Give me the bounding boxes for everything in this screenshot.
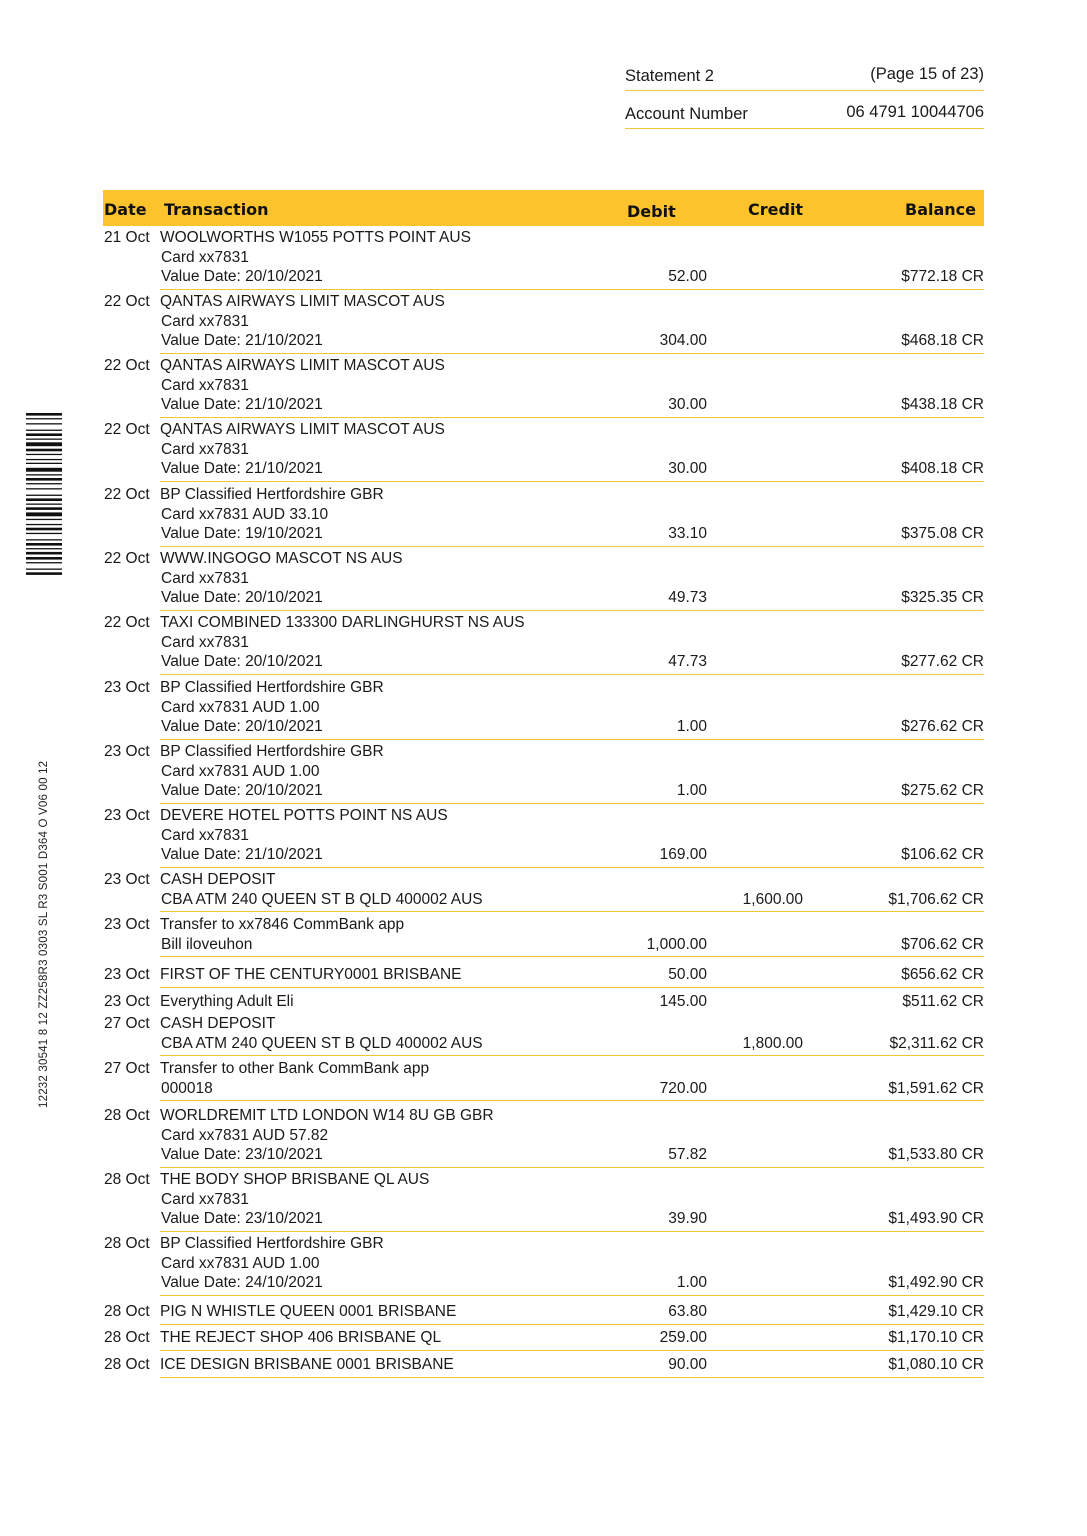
- col-transaction: Transaction: [164, 200, 269, 219]
- transaction-row: [103, 806, 984, 869]
- transaction-row: [103, 742, 984, 805]
- barcode-bar: [26, 557, 62, 560]
- description-line: Transfer to other Bank CommBank app: [160, 1060, 430, 1077]
- barcode-bar: [26, 423, 62, 424]
- balance-amount: $1,493.90 CR: [888, 1210, 984, 1227]
- transaction-description: [160, 870, 680, 909]
- transaction-date: 28 Oct: [104, 1107, 150, 1124]
- transaction-row: [103, 1170, 984, 1233]
- transaction-date: 22 Oct: [104, 614, 150, 631]
- row-divider: [160, 1350, 984, 1351]
- barcode-bar: [26, 442, 62, 446]
- description-line: WORLDREMIT LTD LONDON W14 8U GB GBR: [160, 1107, 494, 1124]
- transaction-row: [103, 992, 984, 1016]
- row-divider: [160, 1324, 984, 1325]
- description-line: QANTAS AIRWAYS LIMIT MASCOT AUS: [160, 357, 445, 374]
- transaction-row: [103, 292, 984, 355]
- barcode-bar: [26, 524, 62, 525]
- row-divider: [160, 481, 984, 482]
- transaction-row: [103, 915, 984, 958]
- description-line: Value Date: 20/10/2021: [161, 268, 323, 285]
- description-line: Transfer to xx7846 CommBank app: [160, 916, 405, 933]
- description-line: FIRST OF THE CENTURY0001 BRISBANE: [160, 966, 462, 983]
- balance-amount: $1,591.62 CR: [888, 1079, 984, 1097]
- transaction-description: [160, 1059, 680, 1098]
- row-divider: [160, 1295, 984, 1296]
- balance-amount: $772.18 CR: [901, 268, 984, 285]
- row-divider: [160, 1377, 984, 1378]
- description-line: Card xx7831: [161, 569, 249, 587]
- row-divider: [160, 739, 984, 740]
- transaction-row: [103, 356, 984, 419]
- barcode-bar: [26, 495, 62, 496]
- debit-amount: 39.90: [668, 1210, 707, 1227]
- barcode-bar: [26, 569, 62, 570]
- description-line: CASH DEPOSIT: [160, 1015, 276, 1032]
- debit-amount: 1.00: [676, 782, 707, 799]
- description-line: Value Date: 23/10/2021: [161, 1146, 323, 1163]
- transaction-description: [160, 228, 680, 287]
- debit-amount: 304.00: [659, 332, 707, 349]
- barcode-bar: [26, 454, 62, 455]
- page-info: (Page 15 of 23): [870, 65, 984, 83]
- barcode-bar: [26, 548, 62, 549]
- description-line: Bill iloveuhon: [161, 935, 253, 953]
- debit-amount: 63.80: [668, 1303, 707, 1320]
- description-line: Value Date: 19/10/2021: [161, 525, 323, 542]
- description-line: Value Date: 24/10/2021: [161, 1274, 323, 1291]
- transaction-date: 28 Oct: [104, 1303, 150, 1320]
- barcode-bar: [26, 463, 62, 464]
- barcode-bar: [26, 552, 62, 555]
- description-line: 000018: [161, 1079, 213, 1097]
- account-label: Account Number: [625, 105, 748, 123]
- description-line: Value Date: 20/10/2021: [161, 718, 323, 735]
- barcode-bar: [26, 459, 62, 460]
- credit-amount: 1,600.00: [742, 890, 803, 908]
- transaction-row: [103, 1328, 984, 1352]
- description-line: BP Classified Hertfordshire GBR: [160, 679, 384, 696]
- row-divider: [160, 1167, 984, 1168]
- transaction-description: [160, 992, 680, 1012]
- balance-amount: $1,170.10 CR: [888, 1329, 984, 1346]
- barcode-bar: [26, 498, 62, 501]
- description-line: Card xx7831: [161, 440, 249, 458]
- transaction-date: 23 Oct: [104, 743, 150, 760]
- description-line: Card xx7831: [161, 826, 249, 844]
- barcode-bar: [26, 474, 62, 475]
- balance-amount: $656.62 CR: [901, 966, 984, 983]
- transaction-description: [160, 485, 680, 544]
- description-line: PIG N WHISTLE QUEEN 0001 BRISBANE: [160, 1303, 457, 1320]
- row-divider: [160, 1100, 984, 1101]
- transaction-description: [160, 1328, 680, 1348]
- barcode-bar: [26, 543, 62, 546]
- description-line: TAXI COMBINED 133300 DARLINGHURST NS AUS: [160, 614, 525, 631]
- transaction-description: [160, 1234, 680, 1293]
- barcode-bar: [26, 528, 62, 531]
- balance-amount: $106.62 CR: [901, 846, 984, 863]
- description-line: Value Date: 20/10/2021: [161, 782, 323, 799]
- transaction-description: [160, 420, 680, 479]
- transaction-date: 23 Oct: [104, 993, 150, 1010]
- row-divider: [160, 353, 984, 354]
- row-divider: [160, 674, 984, 675]
- transaction-description: [160, 915, 680, 954]
- barcode-bar: [26, 519, 62, 520]
- description-line: CBA ATM 240 QUEEN ST B QLD 400002 AUS: [161, 1034, 483, 1052]
- transaction-date: 28 Oct: [104, 1329, 150, 1346]
- row-divider: [160, 546, 984, 547]
- transaction-date: 21 Oct: [104, 229, 150, 246]
- account-number: 06 4791 10044706: [846, 103, 984, 121]
- description-line: THE BODY SHOP BRISBANE QL AUS: [160, 1171, 430, 1188]
- description-line: Value Date: 20/10/2021: [161, 653, 323, 670]
- transaction-description: [160, 613, 680, 672]
- transaction-row: [103, 1234, 984, 1297]
- balance-amount: $2,311.62 CR: [889, 1034, 984, 1052]
- debit-amount: 1.00: [676, 1274, 707, 1291]
- transaction-date: 23 Oct: [104, 871, 150, 888]
- debit-amount: 49.73: [668, 589, 707, 606]
- balance-amount: $275.62 CR: [901, 782, 984, 799]
- transaction-description: [160, 965, 680, 985]
- debit-amount: 169.00: [659, 846, 707, 863]
- barcode-bar: [26, 478, 62, 481]
- description-line: Card xx7831: [161, 312, 249, 330]
- transaction-row: [103, 1106, 984, 1169]
- barcode-bar: [26, 533, 62, 534]
- barcode-bar: [26, 430, 62, 431]
- transaction-row: [103, 1355, 984, 1379]
- transaction-description: [160, 1106, 680, 1165]
- debit-amount: 30.00: [668, 396, 707, 413]
- debit-amount: 33.10: [668, 525, 707, 542]
- description-line: WWW.INGOGO MASCOT NS AUS: [160, 550, 403, 567]
- description-line: Card xx7831 AUD 1.00: [161, 762, 320, 780]
- debit-amount: 259.00: [659, 1329, 707, 1346]
- description-line: Card xx7831: [161, 633, 249, 651]
- transaction-row: [103, 1059, 984, 1102]
- account-row: [625, 98, 984, 129]
- row-divider: [160, 911, 984, 912]
- debit-amount: 47.73: [668, 653, 707, 670]
- transaction-date: 22 Oct: [104, 550, 150, 567]
- transaction-date: 23 Oct: [104, 807, 150, 824]
- description-line: Everything Adult Eli: [160, 993, 294, 1010]
- description-line: BP Classified Hertfordshire GBR: [160, 1235, 384, 1252]
- transaction-date: 23 Oct: [104, 966, 150, 983]
- col-balance: Balance: [905, 200, 976, 219]
- balance-amount: $375.08 CR: [901, 525, 984, 542]
- balance-amount: $438.18 CR: [901, 396, 984, 413]
- transaction-description: [160, 549, 680, 608]
- description-line: THE REJECT SHOP 406 BRISBANE QL: [160, 1329, 442, 1346]
- col-date: Date: [104, 200, 147, 219]
- transaction-row: [103, 1014, 984, 1057]
- debit-amount: 52.00: [668, 268, 707, 285]
- row-divider: [160, 1055, 984, 1056]
- description-line: Card xx7831: [161, 376, 249, 394]
- description-line: WOOLWORTHS W1055 POTTS POINT AUS: [160, 229, 471, 246]
- description-line: Value Date: 20/10/2021: [161, 589, 323, 606]
- col-credit: Credit: [748, 200, 804, 219]
- barcode-bar: [26, 504, 62, 505]
- description-line: QANTAS AIRWAYS LIMIT MASCOT AUS: [160, 421, 445, 438]
- barcode-bar: [26, 562, 62, 563]
- col-debit: Debit: [627, 202, 676, 221]
- barcode-bar: [26, 488, 62, 489]
- description-line: CBA ATM 240 QUEEN ST B QLD 400002 AUS: [161, 890, 483, 908]
- transaction-date: 22 Oct: [104, 486, 150, 503]
- debit-amount: 145.00: [659, 993, 707, 1010]
- description-line: DEVERE HOTEL POTTS POINT NS AUS: [160, 807, 448, 824]
- transaction-row: [103, 549, 984, 612]
- barcode-bar: [26, 468, 62, 472]
- description-line: Value Date: 21/10/2021: [161, 846, 323, 863]
- barcode-image: [26, 413, 62, 583]
- row-divider: [160, 289, 984, 290]
- transaction-date: 22 Oct: [104, 293, 150, 310]
- transaction-row: [103, 678, 984, 741]
- description-line: CASH DEPOSIT: [160, 871, 276, 888]
- balance-amount: $325.35 CR: [901, 589, 984, 606]
- description-line: Card xx7831 AUD 57.82: [161, 1126, 329, 1144]
- transaction-date: 27 Oct: [104, 1060, 150, 1077]
- barcode-bar: [26, 483, 62, 484]
- balance-amount: $511.62 CR: [902, 993, 984, 1010]
- barcode-bar: [26, 418, 62, 419]
- row-divider: [160, 987, 984, 988]
- description-line: Card xx7831 AUD 1.00: [161, 1254, 320, 1272]
- row-divider: [160, 610, 984, 611]
- description-line: Value Date: 21/10/2021: [161, 460, 323, 477]
- row-divider: [160, 956, 984, 957]
- description-line: Card xx7831: [161, 248, 249, 266]
- barcode-bar: [26, 433, 62, 436]
- transaction-description: [160, 678, 680, 737]
- transaction-description: [160, 1170, 680, 1229]
- table-header: [103, 190, 984, 226]
- transaction-description: [160, 742, 680, 801]
- transaction-date: 22 Oct: [104, 357, 150, 374]
- transaction-description: [160, 1355, 680, 1375]
- description-line: QANTAS AIRWAYS LIMIT MASCOT AUS: [160, 293, 445, 310]
- transaction-description: [160, 1302, 680, 1322]
- barcode-bar: [26, 449, 62, 452]
- credit-amount: 1,800.00: [742, 1034, 803, 1052]
- transaction-description: [160, 292, 680, 351]
- barcode-bar: [26, 507, 62, 510]
- transaction-date: 28 Oct: [104, 1356, 150, 1373]
- debit-amount: 1.00: [676, 718, 707, 735]
- balance-amount: $277.62 CR: [901, 653, 984, 670]
- balance-amount: $1,492.90 CR: [888, 1274, 984, 1291]
- transaction-date: 28 Oct: [104, 1171, 150, 1188]
- transaction-description: [160, 356, 680, 415]
- transaction-date: 28 Oct: [104, 1235, 150, 1252]
- barcode-bar: [26, 439, 62, 440]
- balance-amount: $1,533.80 CR: [888, 1146, 984, 1163]
- barcode-bar: [26, 572, 62, 575]
- description-line: BP Classified Hertfordshire GBR: [160, 743, 384, 760]
- debit-amount: 1,000.00: [646, 935, 707, 953]
- transaction-row: [103, 965, 984, 989]
- balance-amount: $408.18 CR: [901, 460, 984, 477]
- transaction-date: 23 Oct: [104, 916, 150, 933]
- transaction-row: [103, 1302, 984, 1326]
- balance-amount: $706.62 CR: [901, 935, 984, 953]
- transaction-date: 27 Oct: [104, 1015, 150, 1032]
- transaction-row: [103, 420, 984, 483]
- transaction-date: 23 Oct: [104, 679, 150, 696]
- side-reference-text: 12232 30541 8 12 ZZ258R3 0303 SL R3 S001 D364 O V06 00 12: [38, 760, 50, 1108]
- description-line: Value Date: 21/10/2021: [161, 396, 323, 413]
- transaction-description: [160, 806, 680, 865]
- description-line: Value Date: 23/10/2021: [161, 1210, 323, 1227]
- description-line: BP Classified Hertfordshire GBR: [160, 486, 384, 503]
- barcode-bar: [26, 413, 62, 416]
- debit-amount: 30.00: [668, 460, 707, 477]
- row-divider: [160, 867, 984, 868]
- balance-amount: $276.62 CR: [901, 718, 984, 735]
- row-divider: [160, 803, 984, 804]
- debit-amount: 720.00: [659, 1079, 707, 1097]
- balance-amount: $1,429.10 CR: [888, 1303, 984, 1320]
- balance-amount: $1,080.10 CR: [888, 1356, 984, 1373]
- statement-row: [625, 60, 984, 91]
- transaction-row: [103, 228, 984, 291]
- transaction-row: [103, 613, 984, 676]
- row-divider: [160, 417, 984, 418]
- barcode-bar: [26, 512, 62, 516]
- barcode-bar: [26, 539, 62, 540]
- description-line: Value Date: 21/10/2021: [161, 332, 323, 349]
- debit-amount: 57.82: [668, 1146, 707, 1163]
- description-line: Card xx7831: [161, 1190, 249, 1208]
- balance-amount: $468.18 CR: [901, 332, 984, 349]
- balance-amount: $1,706.62 CR: [888, 890, 984, 908]
- transaction-row: [103, 870, 984, 913]
- statement-label: Statement 2: [625, 67, 714, 85]
- debit-amount: 90.00: [668, 1356, 707, 1373]
- row-divider: [160, 1231, 984, 1232]
- description-line: ICE DESIGN BRISBANE 0001 BRISBANE: [160, 1356, 454, 1373]
- description-line: Card xx7831 AUD 1.00: [161, 698, 320, 716]
- transaction-row: [103, 485, 984, 548]
- description-line: Card xx7831 AUD 33.10: [161, 505, 329, 523]
- transaction-description: [160, 1014, 680, 1053]
- transaction-date: 22 Oct: [104, 421, 150, 438]
- debit-amount: 50.00: [668, 966, 707, 983]
